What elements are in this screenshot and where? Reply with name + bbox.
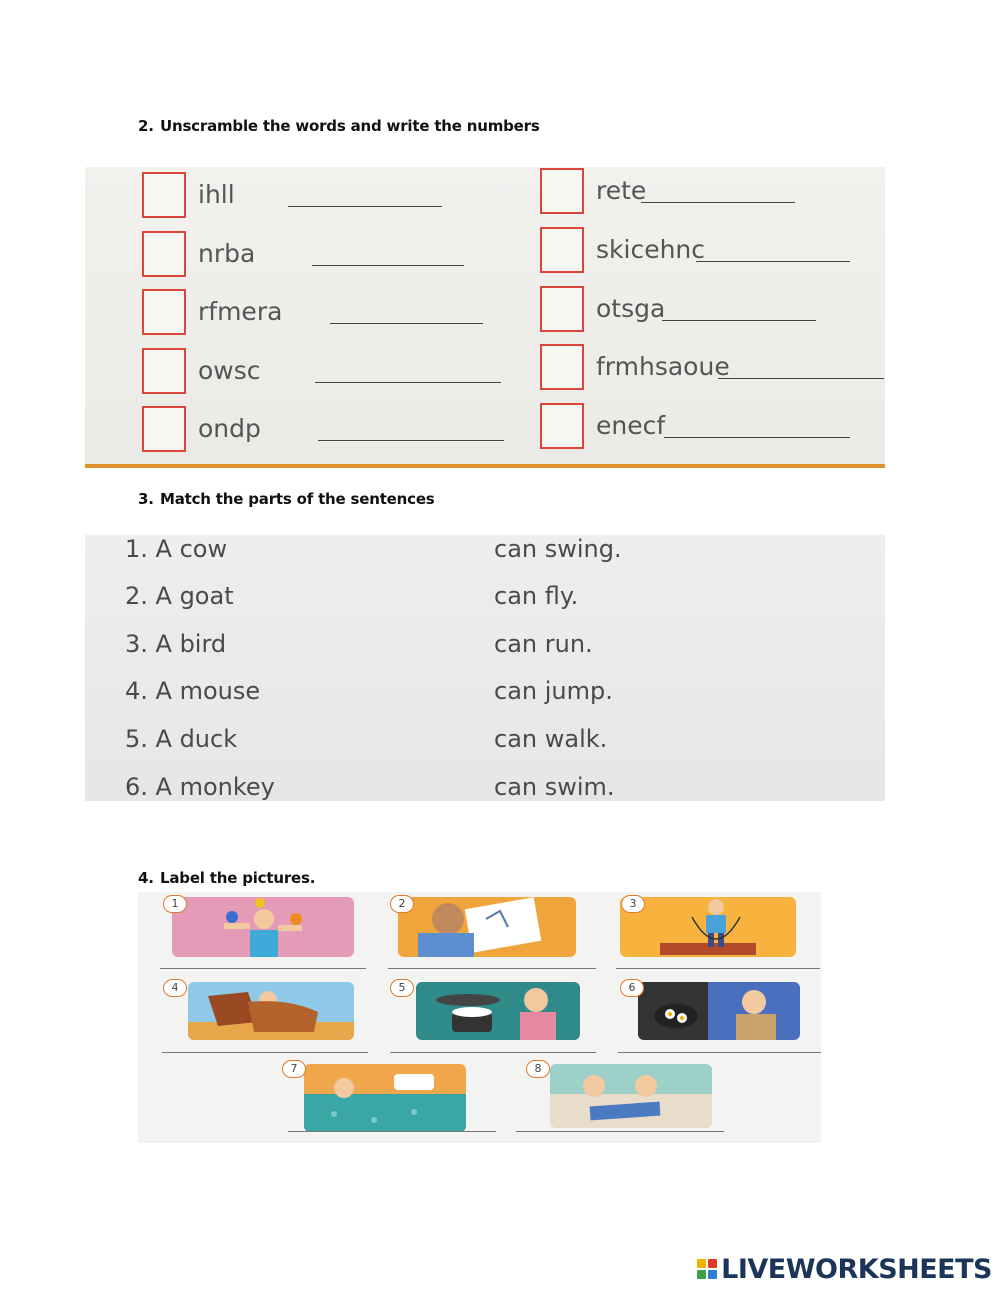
number-box[interactable]: [142, 348, 186, 394]
answer-line[interactable]: [696, 261, 850, 262]
scrambled-word: ihll: [198, 180, 235, 209]
juggling-illustration: [172, 897, 354, 957]
number-box[interactable]: [142, 231, 186, 277]
picture-reading: [550, 1064, 712, 1128]
sentence-end[interactable]: can jump.: [494, 677, 613, 705]
answer-line[interactable]: [318, 440, 504, 441]
answer-line[interactable]: [516, 1131, 724, 1132]
sentence-end[interactable]: can swing.: [494, 535, 622, 563]
picture-badge: 1: [163, 895, 187, 913]
scrambled-word: enecf: [596, 411, 666, 440]
picture-badge: 8: [526, 1060, 550, 1078]
picture-horse-riding: [188, 982, 354, 1040]
drawing-illustration: [398, 897, 576, 957]
match-panel: [85, 535, 885, 801]
logo-text: LIVEWORKSHEETS: [721, 1253, 992, 1285]
answer-line[interactable]: [330, 323, 483, 324]
answer-line[interactable]: [288, 1131, 496, 1132]
picture-badge: 2: [390, 895, 414, 913]
picture-sleeping: [304, 1064, 466, 1132]
number-box[interactable]: [142, 406, 186, 452]
answer-line[interactable]: [664, 437, 850, 438]
scrambled-word: rfmera: [198, 297, 283, 326]
reading-illustration: [550, 1064, 712, 1128]
section-2-heading: [138, 117, 540, 135]
section-3-number: 3.: [138, 490, 154, 508]
horse-riding-illustration: [188, 982, 354, 1040]
sentence-start[interactable]: 5. A duck: [125, 725, 238, 753]
number-box[interactable]: [540, 403, 584, 449]
section-4-title: Label the pictures.: [160, 869, 316, 887]
scrambled-word: skicehnc: [596, 235, 706, 264]
answer-line[interactable]: [312, 265, 464, 266]
number-box[interactable]: [540, 168, 584, 214]
section-3-heading: [138, 490, 435, 508]
answer-line[interactable]: [160, 968, 366, 969]
picture-badge: 5: [390, 979, 414, 997]
section-4-heading: [138, 869, 315, 887]
number-box[interactable]: [142, 172, 186, 218]
section-2-number: 2.: [138, 117, 154, 135]
picture-badge: 3: [621, 895, 645, 913]
skipping-illustration: [620, 897, 796, 957]
sentence-start[interactable]: 4. A mouse: [125, 677, 261, 705]
frying-eggs-illustration: [638, 982, 800, 1040]
answer-line[interactable]: [388, 968, 596, 969]
sentence-end[interactable]: can run.: [494, 630, 593, 658]
sentence-end[interactable]: can swim.: [494, 773, 615, 801]
scrambled-word: otsga: [596, 294, 666, 323]
section-2-title: Unscramble the words and write the numbers: [160, 117, 540, 135]
answer-line[interactable]: [162, 1052, 368, 1053]
picture-badge: 4: [163, 979, 187, 997]
answer-line[interactable]: [390, 1052, 596, 1053]
picture-frying-eggs: [638, 982, 800, 1040]
number-box[interactable]: [540, 227, 584, 273]
section-3-title: Match the parts of the sentences: [160, 490, 435, 508]
answer-line[interactable]: [718, 378, 884, 379]
answer-line[interactable]: [662, 320, 816, 321]
scrambled-word: frmhsaoue: [596, 352, 730, 381]
number-box[interactable]: [540, 344, 584, 390]
picture-cooking: [416, 982, 580, 1040]
picture-juggling: [172, 897, 354, 957]
answer-line[interactable]: [641, 202, 795, 203]
scrambled-word: nrba: [198, 239, 256, 268]
label-pictures-panel: [138, 892, 821, 1143]
sentence-start[interactable]: 3. A bird: [125, 630, 227, 658]
sentence-start[interactable]: 1. A cow: [125, 535, 228, 563]
cooking-illustration: [416, 982, 580, 1040]
sentence-end[interactable]: can walk.: [494, 725, 608, 753]
picture-drawing: [398, 897, 576, 957]
picture-skipping: [620, 897, 796, 957]
answer-line[interactable]: [288, 206, 442, 207]
picture-badge: 6: [620, 979, 644, 997]
number-box[interactable]: [540, 286, 584, 332]
sentence-end[interactable]: can fly.: [494, 582, 579, 610]
scrambled-word: ondp: [198, 414, 261, 443]
unscramble-panel: [85, 167, 885, 468]
answer-line[interactable]: [616, 968, 820, 969]
section-4-number: 4.: [138, 869, 154, 887]
sentence-start[interactable]: 2. A goat: [125, 582, 234, 610]
logo-grid-icon: [697, 1259, 717, 1279]
sentence-start[interactable]: 6. A monkey: [125, 773, 275, 801]
scrambled-word: owsc: [198, 356, 261, 385]
scrambled-word: rete: [596, 176, 647, 205]
number-box[interactable]: [142, 289, 186, 335]
answer-line[interactable]: [315, 382, 501, 383]
sleeping-illustration: [304, 1064, 466, 1132]
liveworksheets-logo: [697, 1252, 992, 1286]
picture-badge: 7: [282, 1060, 306, 1078]
answer-line[interactable]: [618, 1052, 821, 1053]
